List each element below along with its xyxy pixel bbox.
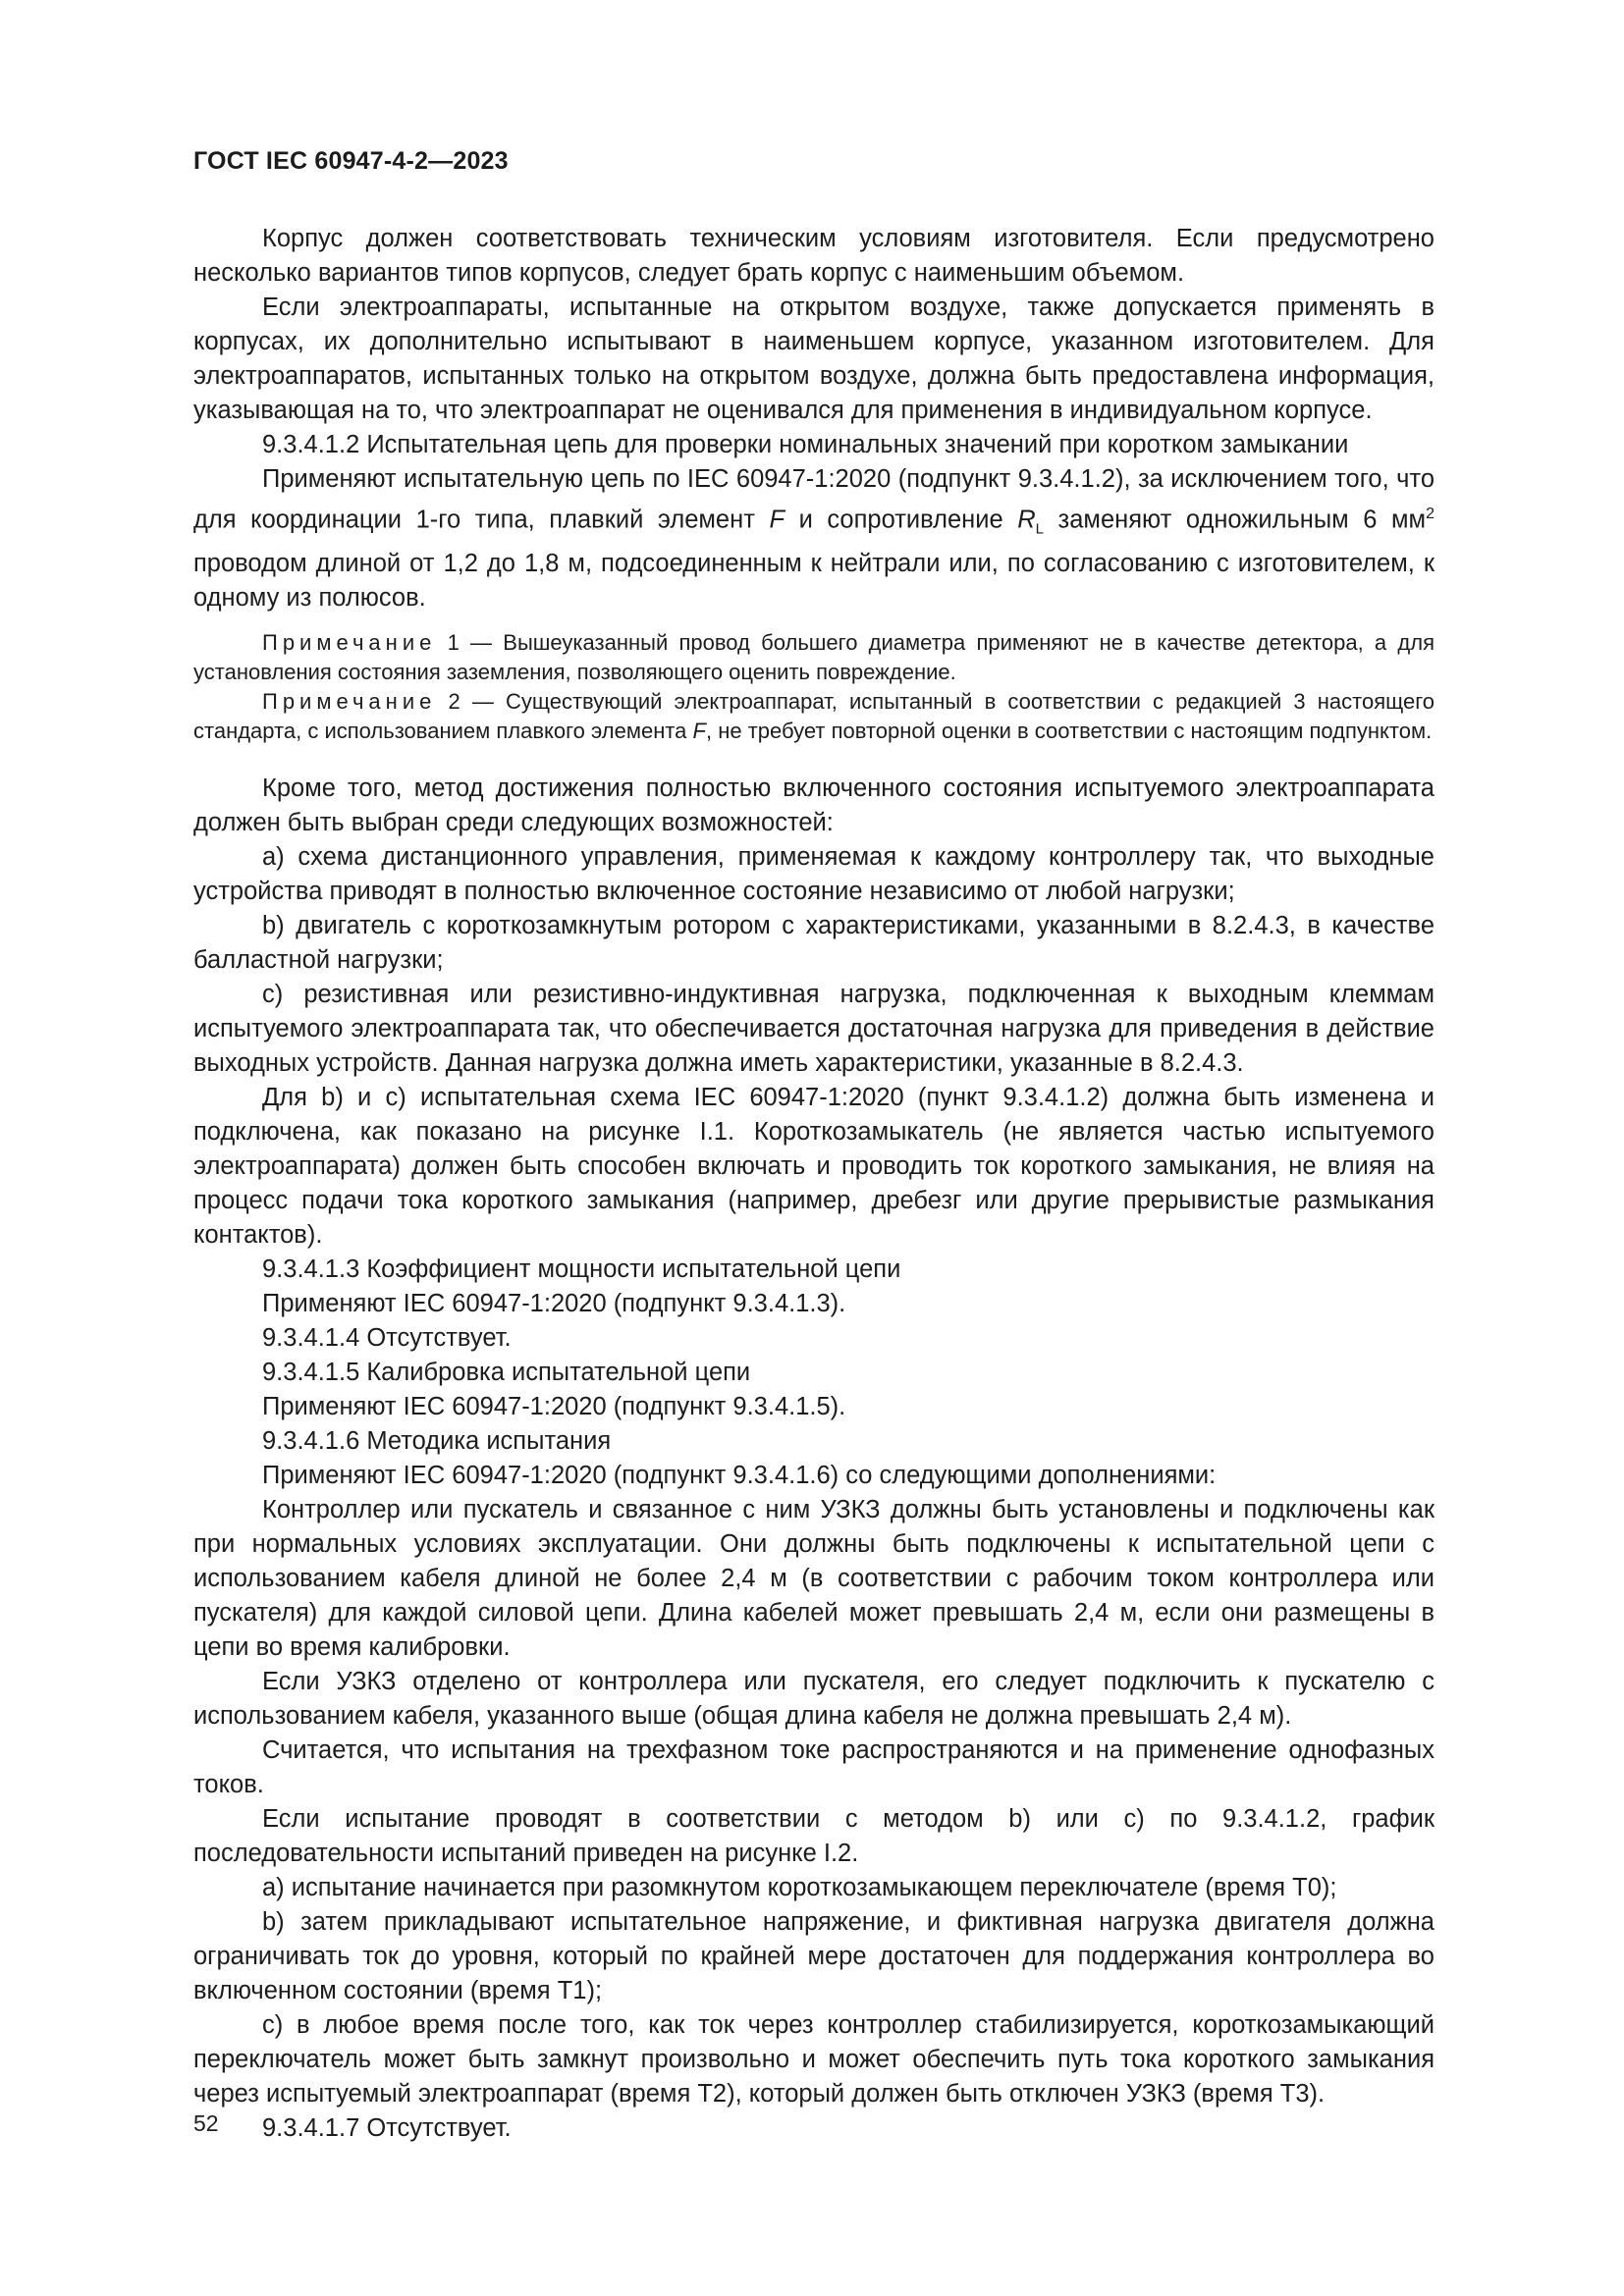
- paragraph-methods-intro: Кроме того, метод достижения полностью включенного состояния испытуемого электроаппарата должен быть выбран среди следующих возможностей:: [193, 774, 1435, 836]
- list-item-c: c) резистивная или резистивно-индуктивная нагрузка, подключенная к выходным клеммам испытуемого электроаппарата так, что обеспечивается достаточная нагрузка для приведения в действие выходных устройств. Данная нагрузка должна иметь характеристики, указанные в 8.2.4.3.: [193, 980, 1435, 1077]
- note-label: Примечание: [262, 629, 437, 655]
- clause-heading-9-3-4-1-6: 9.3.4.1.6 Методика испытания: [262, 1426, 612, 1455]
- subscript-l: L: [1035, 520, 1044, 538]
- clause-heading-9-3-4-1-7: 9.3.4.1.7 Отсутствует.: [262, 2113, 512, 2142]
- clause-heading-9-3-4-1-3: 9.3.4.1.3 Коэффициент мощности испытательной цепи: [262, 1255, 901, 1283]
- paragraph-installation: Контроллер или пускатель и связанное с ним УЗКЗ должны быть установлены и подключены как при нормальных условиях эксплуатации. Они должны быть подключены к испытательной цепи с использованием кабеля длиной не более 2,4 м (в соответствии с рабочим током контроллера или пускателя) для каждой силовой цепи. Длина кабелей может превышать 2,4 м, если они размещены в цепи во время калибровки.: [193, 1495, 1435, 1661]
- note-1: Примечание 1 — Вышеуказанный провод большего диаметра применяют не в качестве детектора, а для установления состояния заземления, позволяющего оценить повреждение.: [193, 629, 1435, 684]
- paragraph-apply-9-3-4-1-5: Применяют IEC 60947-1:2020 (подпункт 9.3.4.1.5).: [262, 1392, 846, 1420]
- list-item-b: b) двигатель с короткозамкнутым ротором с характеристиками, указанными в 8.2.4.3, в качестве балластной нагрузки;: [193, 911, 1435, 974]
- sequence-item-b: b) затем прикладывают испытательное напряжение, и фиктивная нагрузка двигателя должна ограничивать ток до уровня, который по крайней мере достаточен для поддержания контроллера во включенном состоянии (время Т1);: [193, 1907, 1435, 2004]
- document-body: [193, 222, 1435, 2146]
- variable-f: F: [692, 718, 706, 743]
- page-number: 52: [193, 2110, 219, 2136]
- paragraph-enclosure: Корпус должен соответствовать техническим условиям изготовителя. Если предусмотрено несколько вариантов типов корпусов, следует брать корпус с наименьшим объемом.: [193, 225, 1435, 287]
- paragraph-apply-9-3-4-1-3: Применяют IEC 60947-1:2020 (подпункт 9.3.4.1.3).: [262, 1289, 846, 1317]
- note-label: Примечание: [262, 688, 437, 714]
- clause-heading-9-3-4-1-4: 9.3.4.1.4 Отсутствует.: [262, 1323, 512, 1352]
- document-header: ГОСТ IEC 60947-4-2—2023: [193, 147, 509, 175]
- paragraph-short-circuiter: Для b) и c) испытательная схема IEC 60947-1:2020 (пункт 9.3.4.1.2) должна быть изменена и подключена, как показано на рисунке I.1. Короткозамыкатель (не является частью испытуемого электроаппарата) должен быть способен включать и проводить ток короткого замыкания, не влияя на процесс подачи тока короткого замыкания (например, дребезг или другие прерывистые размыкания контактов).: [193, 1083, 1435, 1249]
- paragraph-test-circuit: Применяют испытательную цепь по IEC 60947-1:2020 (подпункт 9.3.4.1.2), за исключением того, что для координации 1-го типа, плавкий элемент F и сопротивление $R_L$ заменяют одножильным 6 $мм^2$ проводом длиной от 1,2 до 1,8 м, подсоединенным к нейтрали или, по согласованию с изготовителем, к одному из полюсов.: [193, 465, 1435, 612]
- clause-heading-9-3-4-1-5: 9.3.4.1.5 Калибровка испытательной цепи: [262, 1358, 751, 1386]
- paragraph-three-phase: Считается, что испытания на трехфазном токе распространяются и на применение однофазных токов.: [193, 1735, 1435, 1798]
- paragraph-separate-scpd: Если УЗКЗ отделено от контроллера или пускателя, его следует подключить к пускателю с использованием кабеля, указанного выше (общая длина кабеля не должна превышать 2,4 м).: [193, 1667, 1435, 1730]
- variable-f: F: [769, 506, 785, 534]
- sequence-item-c: c) в любое время после того, как ток через контроллер стабилизируется, короткозамыкающий переключатель может быть замкнут произвольно и может обеспечить путь тока короткого замыкания через испытуемый электроаппарат (время Т2), который должен быть отключен УЗКЗ (время Т3).: [193, 2010, 1435, 2108]
- list-item-a: a) схема дистанционного управления, применяемая к каждому контроллеру так, что выходные устройства приводят в полностью включенное состояние независимо от любой нагрузки;: [193, 842, 1435, 905]
- paragraph-apply-9-3-4-1-6: Применяют IEC 60947-1:2020 (подпункт 9.3.4.1.6) со следующими дополнениями:: [262, 1461, 1217, 1489]
- variable-r: R: [1017, 506, 1036, 534]
- paragraph-open-air: Если электроаппараты, испытанные на открытом воздухе, также допускается применять в корпусах, их дополнительно испытывают в наименьшем корпусе, указанном изготовителем. Для электроаппаратов, испытанных только на открытом воздухе, должна быть предоставлена информация, указывающая на то, что электроаппарат не оценивался для применения в индивидуальном корпусе.: [193, 294, 1435, 424]
- sequence-item-a: a) испытание начинается при разомкнутом короткозамыкающем переключателе (время Т0);: [262, 1873, 1337, 1901]
- note-2: Примечание 2 — Существующий электроаппарат, испытанный в соответствии с редакцией 3 настоящего стандарта, с использованием плавкого элемента F, не требует повторной оценки в соответствии с настоящим подпунктом.: [193, 688, 1435, 743]
- superscript-2: 2: [1426, 506, 1435, 522]
- clause-heading-9-3-4-1-2: 9.3.4.1.2 Испытательная цепь для проверки номинальных значений при коротком замыкании: [262, 431, 1349, 458]
- paragraph-test-sequence: Если испытание проводят в соответствии с методом b) или c) по 9.3.4.1.2, график последовательности испытаний приведен на рисунке I.2.: [193, 1804, 1435, 1867]
